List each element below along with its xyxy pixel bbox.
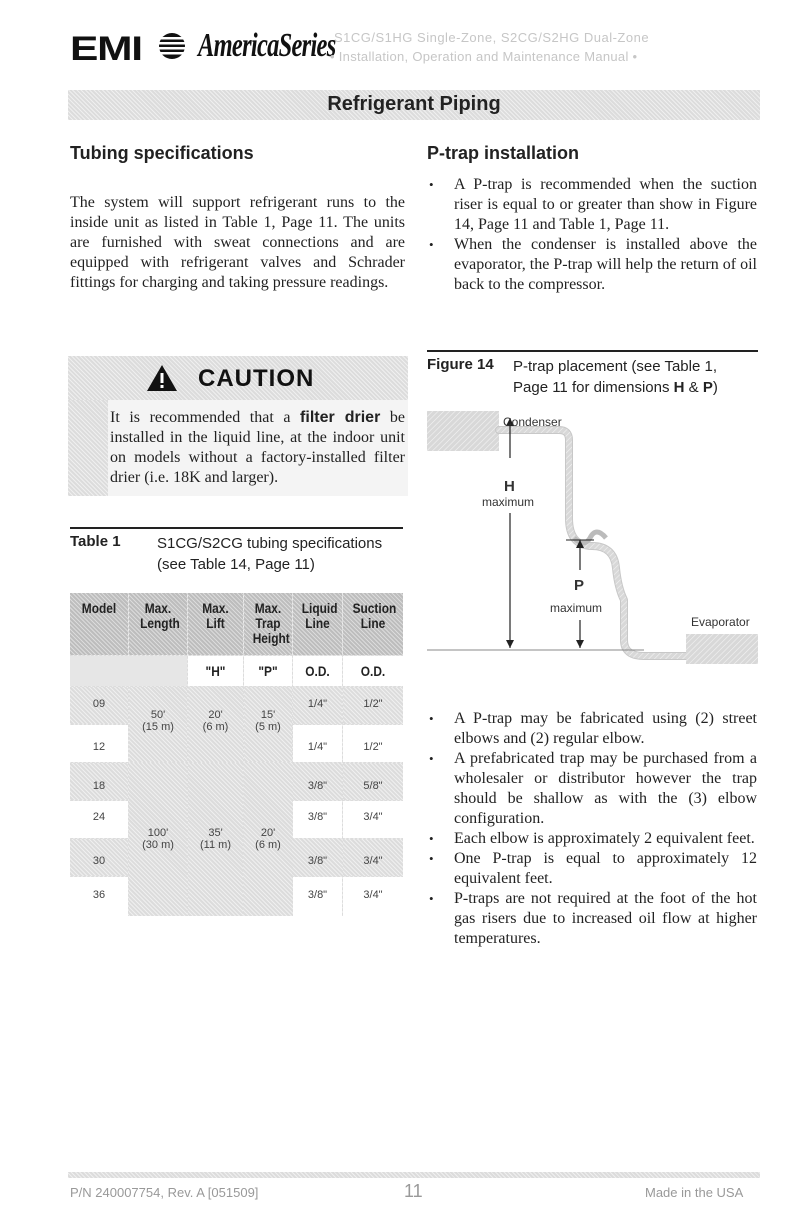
table-cell: 3/8" — [293, 877, 342, 916]
table-cell: 1/2" — [343, 725, 403, 762]
list-item: • When the condenser is installed above the evaporator, the P-trap will help the return of oil back to the compressor. — [427, 235, 757, 295]
table-caption-rule — [70, 527, 403, 529]
table-cell: 5/8" — [343, 763, 403, 800]
merged-cell: 15' (5 m) — [244, 687, 292, 762]
section-title: Refrigerant Piping — [327, 93, 501, 115]
tubing-spec-heading: Tubing specifications — [70, 143, 254, 163]
list-item: • A P-trap is recommended when the suction riser is equal to or greater than show in Figure 14, Page 11 and Table 1, Page 11. — [427, 175, 757, 235]
list-item: • Each elbow is approximately 2 equivalent feet. — [427, 829, 757, 849]
table-label: Table 1 — [70, 533, 121, 550]
table-cell: 3/8" — [293, 801, 342, 838]
table-cell: 1/4" — [293, 725, 342, 762]
caution-title: CAUTION — [198, 365, 315, 392]
globe-icon — [154, 31, 190, 61]
figure-caption-rule — [427, 350, 758, 352]
table-row: 24 — [70, 801, 128, 838]
filter-drier-term: filter drier — [300, 409, 381, 426]
made-in-usa: Made in the USA — [645, 1185, 744, 1200]
h-maximum-label: maximum — [482, 495, 535, 509]
header-cell: Max. Trap Height — [244, 593, 292, 655]
list-item: • A P-trap may be fabricated using (2) street elbows and (2) regular elbow. — [427, 709, 757, 749]
figure-label: Figure 14 — [427, 356, 494, 373]
warning-icon — [146, 364, 178, 392]
caution-header — [68, 356, 408, 400]
list-item: • A prefabricated trap may be purchased from a wholesaler or distributor however the trap should be shallow as with the (3) elbow configuration. — [427, 749, 757, 829]
suction-pipe — [499, 430, 689, 656]
condenser-unit — [427, 411, 499, 451]
merged-cell: 20' (6 m) — [188, 687, 243, 762]
footer-rule — [68, 1172, 760, 1178]
table-cell: 3/4" — [343, 839, 403, 876]
spec-table — [70, 593, 403, 916]
header-cell: Model — [70, 593, 128, 655]
table-row: 12 — [70, 725, 128, 762]
ptrap-heading: P-trap installation — [427, 143, 580, 163]
ptrap-bullets-top — [427, 175, 757, 295]
list-item: • One P-trap is equal to approximately 12 equivalent feet. — [427, 849, 757, 889]
table-row: 36 — [70, 877, 128, 916]
merged-cell: 50' (15 m) — [129, 687, 187, 762]
ptrap-diagram — [424, 408, 762, 670]
table-row: 30 — [70, 839, 128, 876]
condenser-label: Condenser — [503, 415, 562, 429]
table-caption: S1CG/S2CG tubing specifications (see Table 14, Page 11) — [157, 535, 383, 573]
emi-logo — [70, 30, 142, 69]
caution-text: It is recommended that a filter drier be installed in the liquid line, at the indoor unit on models without a factory-installed filter drier (i.e. 18K and larger). — [110, 409, 405, 486]
header-cell: Liquid Line — [293, 593, 342, 655]
figure-caption: P-trap placement (see Table 1, Page 11 for dimensions H & P) — [513, 358, 718, 396]
header-cell: Max. Lift — [188, 593, 243, 655]
page-number: 11 — [404, 1181, 423, 1201]
section-banner — [68, 90, 760, 120]
table-row: 18 — [70, 763, 128, 800]
table-cell: 1/4" — [293, 687, 342, 724]
table-cell: 3/4" — [343, 801, 403, 838]
h-letter: H — [504, 478, 515, 495]
header-model-line: S1CG/S1HG Single-Zone, S2CG/S2HG Dual-Zone — [334, 30, 650, 45]
caution-sidebar — [68, 400, 108, 496]
subheader-cell: O.D. — [293, 656, 342, 686]
subheader-cell: O.D. — [343, 656, 403, 686]
header-cell: Max. Length — [129, 593, 187, 655]
table-cell: 1/2" — [343, 687, 403, 724]
subheader-cell — [70, 656, 187, 686]
ptrap-bullets-bottom — [427, 709, 757, 949]
header-manual-line: • Installation, Operation and Maintenance Manual • — [330, 49, 638, 64]
table-cell: 3/4" — [343, 877, 403, 916]
table-row: 09 — [70, 687, 128, 724]
arrow-down-icon — [576, 640, 584, 648]
header-cell: Suction Line — [343, 593, 403, 655]
subheader-cell: "H" — [188, 656, 243, 686]
subheader-cell: "P" — [244, 656, 292, 686]
evaporator-unit — [686, 634, 758, 664]
logo-brand-text: EMI — [70, 30, 142, 68]
tubing-spec-paragraph: The system will support refrigerant runs to the inside unit as listed in Table 1, Page 11. The units are furnished with sweat connections and are equipped with refrigerant valves and Schrader fittings for charging and taking pressure readings. — [70, 194, 405, 291]
america-series-logo: AmericaSeries — [198, 27, 336, 64]
evaporator-label: Evaporator — [691, 615, 750, 629]
p-maximum-label: maximum — [550, 601, 603, 615]
merged-cell: 35' (11 m) — [188, 763, 243, 916]
p-letter: P — [574, 577, 585, 594]
table-cell: 3/8" — [293, 763, 342, 800]
arrow-down-icon — [506, 640, 514, 648]
part-number: P/N 240007754, Rev. A [051509] — [70, 1185, 259, 1200]
merged-cell: 100' (30 m) — [129, 763, 187, 916]
list-item: • P-traps are not required at the foot of the hot gas risers due to increased oil flow at higher temperatures. — [427, 889, 757, 949]
table-cell: 3/8" — [293, 839, 342, 876]
merged-cell: 20' (6 m) — [244, 763, 292, 916]
